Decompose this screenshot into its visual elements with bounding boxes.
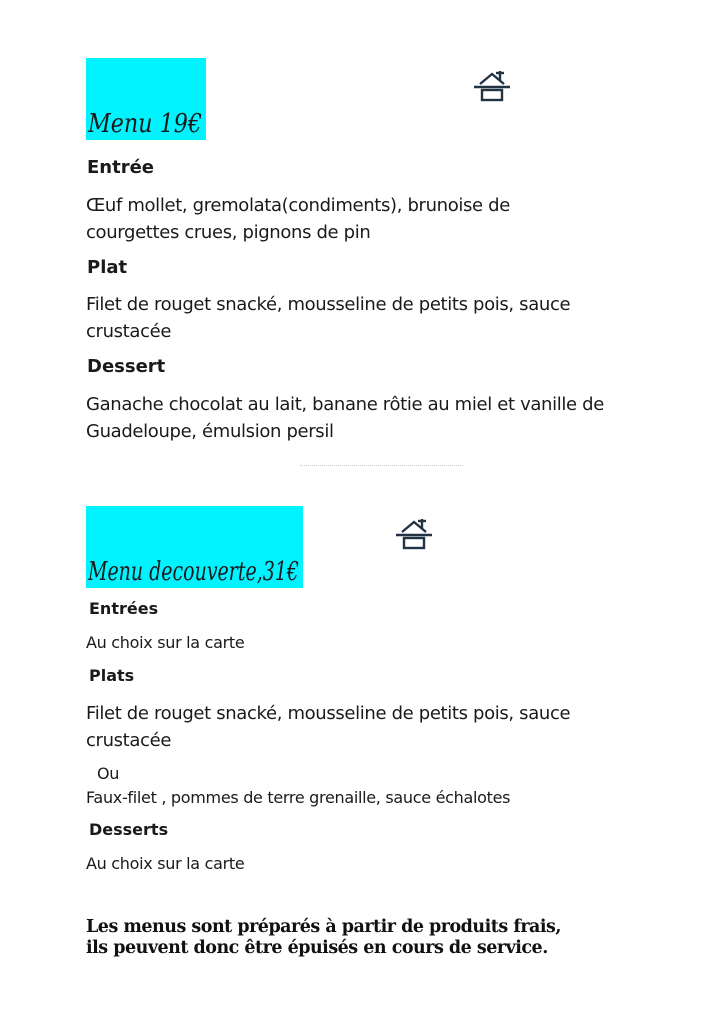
menu-decouverte-handwritten-title xyxy=(86,506,303,588)
dessert-description xyxy=(86,391,606,445)
main-option-1-line-2: crustacée xyxy=(86,730,172,751)
dessert-heading: Dessert xyxy=(87,356,166,377)
starters-description: Au choix sur la carte xyxy=(86,633,245,652)
main-heading: Plat xyxy=(87,257,128,278)
fresh-produce-notice xyxy=(86,917,686,959)
desserts-description: Au choix sur la carte xyxy=(86,854,245,873)
main-line-1: Filet de rouget snacké, mousseline de petits pois, sauce xyxy=(86,294,571,315)
menu-decouverte-title-text: Menu decouverte,31€ xyxy=(87,557,299,587)
starter-description xyxy=(86,192,606,246)
desserts-heading: Desserts xyxy=(89,820,169,839)
home-logo-icon xyxy=(470,68,514,102)
starters-heading: Entrées xyxy=(89,599,159,618)
main-line-2: crustacée xyxy=(86,321,172,342)
main-option-2: Faux-filet , pommes de terre grenaille, sauce échalotes xyxy=(86,788,511,807)
main-option-1 xyxy=(86,700,606,754)
menu-decouverte-banner xyxy=(86,506,303,588)
starter-line-2: courgettes crues, pignons de pin xyxy=(86,222,371,243)
main-description xyxy=(86,291,606,345)
menu-19-title-text: Menu 19€ xyxy=(87,109,202,139)
or-separator: Ou xyxy=(97,764,120,783)
starter-heading: Entrée xyxy=(87,157,155,178)
main-option-1-line-1: Filet de rouget snacké, mousseline de petits pois, sauce xyxy=(86,703,571,724)
notice-line-2: ils peuvent donc être épuisés en cours de service. xyxy=(86,938,548,958)
starter-line-1: Œuf mollet, gremolata(condiments), brunoise de xyxy=(86,195,510,216)
section-divider xyxy=(300,465,463,466)
notice-line-1: Les menus sont préparés à partir de produits frais, xyxy=(86,917,561,937)
dessert-line-2: Guadeloupe, émulsion persil xyxy=(86,421,334,442)
dessert-line-1: Ganache chocolat au lait, banane rôtie au miel et vanille de xyxy=(86,394,604,415)
mains-heading: Plats xyxy=(89,666,135,685)
home-logo-icon xyxy=(392,516,436,550)
menu-19-handwritten-title xyxy=(86,58,206,140)
menu-19-banner xyxy=(86,58,206,140)
